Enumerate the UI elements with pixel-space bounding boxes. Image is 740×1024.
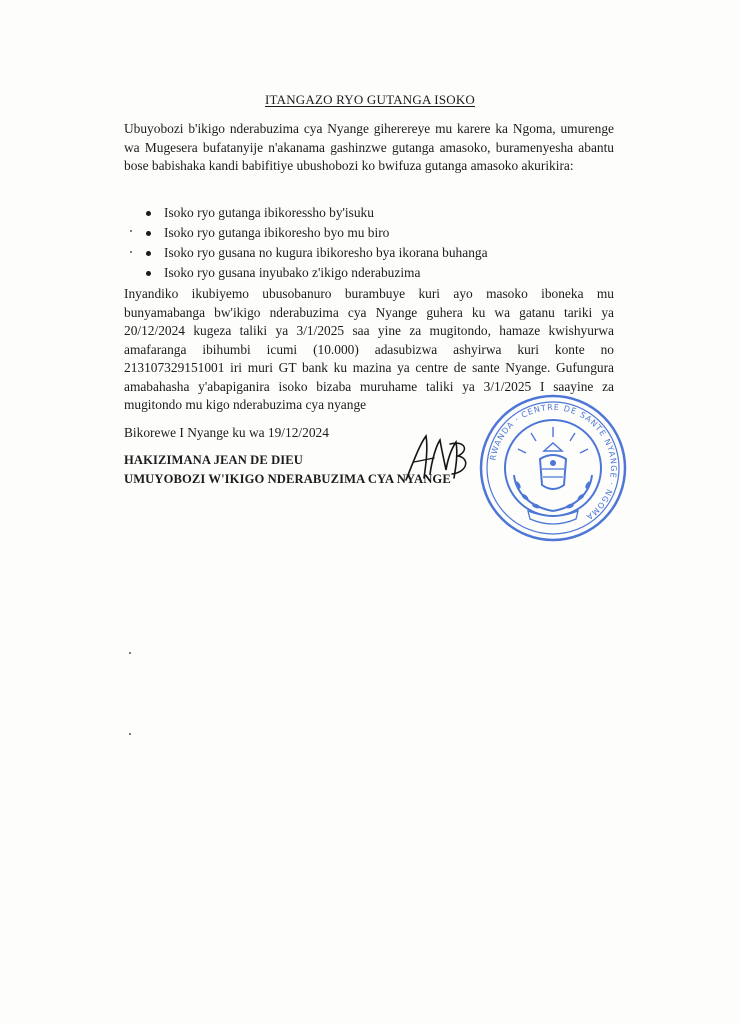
scan-speck — [129, 652, 131, 654]
scan-speck — [130, 230, 132, 232]
tender-list — [144, 203, 584, 283]
document-title: ITANGAZO RYO GUTANGA ISOKO — [264, 92, 476, 107]
scan-speck — [129, 733, 131, 735]
date-line: Bikorewe I Nyange ku wa 19/12/2024 — [124, 425, 329, 440]
institution-seal — [478, 393, 628, 543]
list-item: Isoko ryo gusana inyubako z'ikigo nderabuzima — [144, 263, 584, 283]
body-paragraph: Inyandiko ikubiyemo ubusobanuro burambuye kuri ayo masoko iboneka mu bunyamabanga bw'ikigo nderabuzima cya Nyange guhera ku wa gatanu tariki ya 20/12/2024 kugeza taliki ya 3/1/2025 saa yine za mugitondo, hamaze kwishyurwa amafaranga ibihumbi icumi (10.000) adasubizwa ashyirwa kuri konte no 213107329151001 iri muri GT bank ku mazina ya centre de sante Nyange. Gufungura amabahasha y'abapiganira isoko bizaba muruhame taliki ya 3/1/2025 I saayine za mugitondo mu kigo nderabuzima cya nyange — [124, 286, 614, 412]
scan-speck — [130, 251, 132, 253]
svg-text:RWANDA · CENTRE DE SANTE NYANG: RWANDA · CENTRE DE SANTE NYANGE · NGOMA — [488, 402, 619, 522]
intro-paragraph: Ubuyobozi b'ikigo nderabuzima cya Nyange giherereye mu karere ka Ngoma, umurenge wa Mugesera bufatanyije n'akanama gashinzwe gutanga amasoko, buramenyesha abantu bose babishaka kandi babifitiye ubushobozi ko bwifuza gutanga amasoko akurikira: — [124, 121, 614, 173]
signatory-name: HAKIZIMANA JEAN DE DIEU — [124, 453, 303, 467]
list-item: Isoko ryo gusana no kugura ibikoresho bya ikorana buhanga — [144, 243, 584, 263]
list-item: Isoko ryo gutanga ibikoresho byo mu biro — [144, 223, 584, 243]
list-item: Isoko ryo gutanga ibikoressho by'isuku — [144, 203, 584, 223]
signatory-title: UMUYOBOZI W'IKIGO NDERABUZIMA CYA NYANGE — [124, 472, 451, 486]
handwritten-signature — [400, 430, 472, 492]
